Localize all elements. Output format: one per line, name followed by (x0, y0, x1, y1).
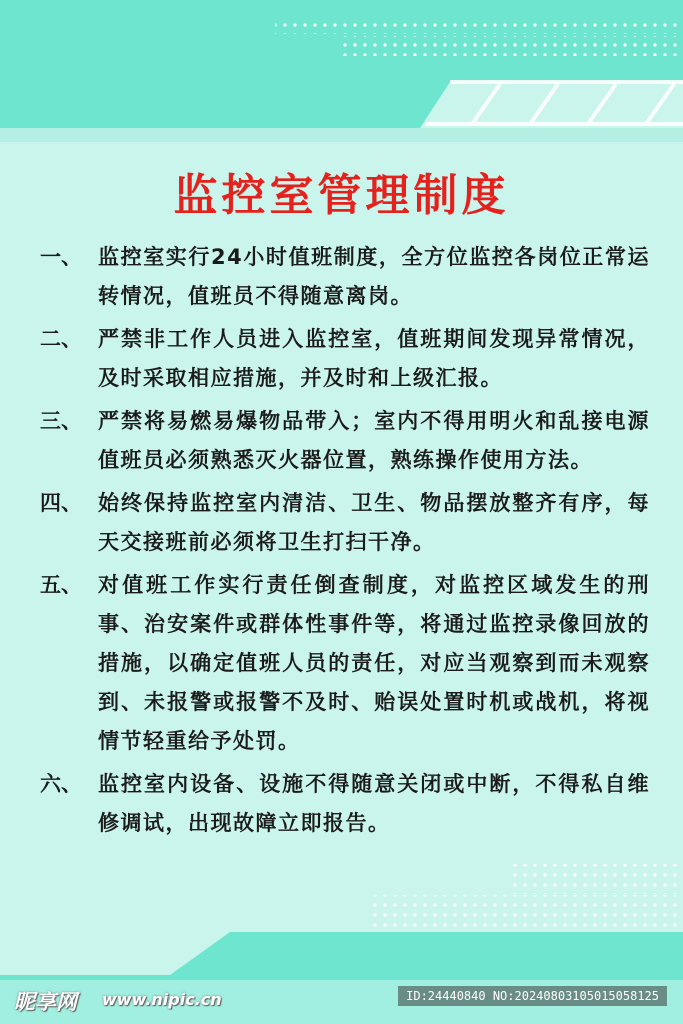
rule-number: 五、 (40, 573, 82, 597)
top-band-shine (0, 128, 683, 142)
rule-number: 六、 (40, 772, 82, 796)
watermark-id: ID:24440840 NO:20240803105015058125 (398, 986, 667, 1006)
rule-item (40, 238, 650, 316)
rule-text: 监控室内设备、设施不得随意关闭或中断，不得私自维修调试，出现故障立即报告。 (98, 772, 650, 835)
poster-title: 监控室管理制度 (173, 170, 510, 221)
rule-item (40, 765, 650, 843)
bottom-dots (370, 895, 680, 930)
rule-item (40, 320, 650, 398)
bottom-dots-2 (510, 864, 680, 894)
rule-text: 对值班工作实行责任倒查制度，对监控区域发生的刑事、治安案件或群体性事件等，将通过监控录像回放的措施，以确定值班人员的责任，对应当观察到而未观察到、未报警或报警不及时、贻误处置时机或战机，将视情节轻重给予处罚。 (98, 573, 650, 753)
top-stripes (425, 82, 683, 124)
watermark-logo: 昵享网 (14, 990, 77, 1014)
rule-item (40, 566, 650, 761)
rule-number: 二、 (40, 327, 82, 351)
rule-number: 一、 (40, 245, 82, 269)
rule-number: 四、 (40, 491, 82, 515)
rules-list (40, 238, 650, 847)
watermark-site: www.nipic.cn (102, 990, 222, 1009)
rule-text: 监控室实行24小时值班制度，全方位监控各岗位正常运转情况，值班员不得随意离岗。 (98, 245, 650, 308)
top-dots-row (275, 18, 680, 34)
rule-text: 严禁非工作人员进入监控室，值班期间发现异常情况，及时采取相应措施，并及时和上级汇报。 (98, 327, 650, 390)
rule-text: 严禁将易燃易爆物品带入；室内不得用明火和乱接电源值班员必须熟悉灭火器位置，熟练操作使用方法。 (98, 409, 650, 472)
rule-number: 三、 (40, 409, 82, 433)
rule-item (40, 484, 650, 562)
rule-item (40, 402, 650, 480)
rule-text: 始终保持监控室内清洁、卫生、物品摆放整齐有序，每天交接班前必须将卫生打扫干净。 (98, 491, 650, 554)
top-dots-row-2 (340, 36, 680, 56)
